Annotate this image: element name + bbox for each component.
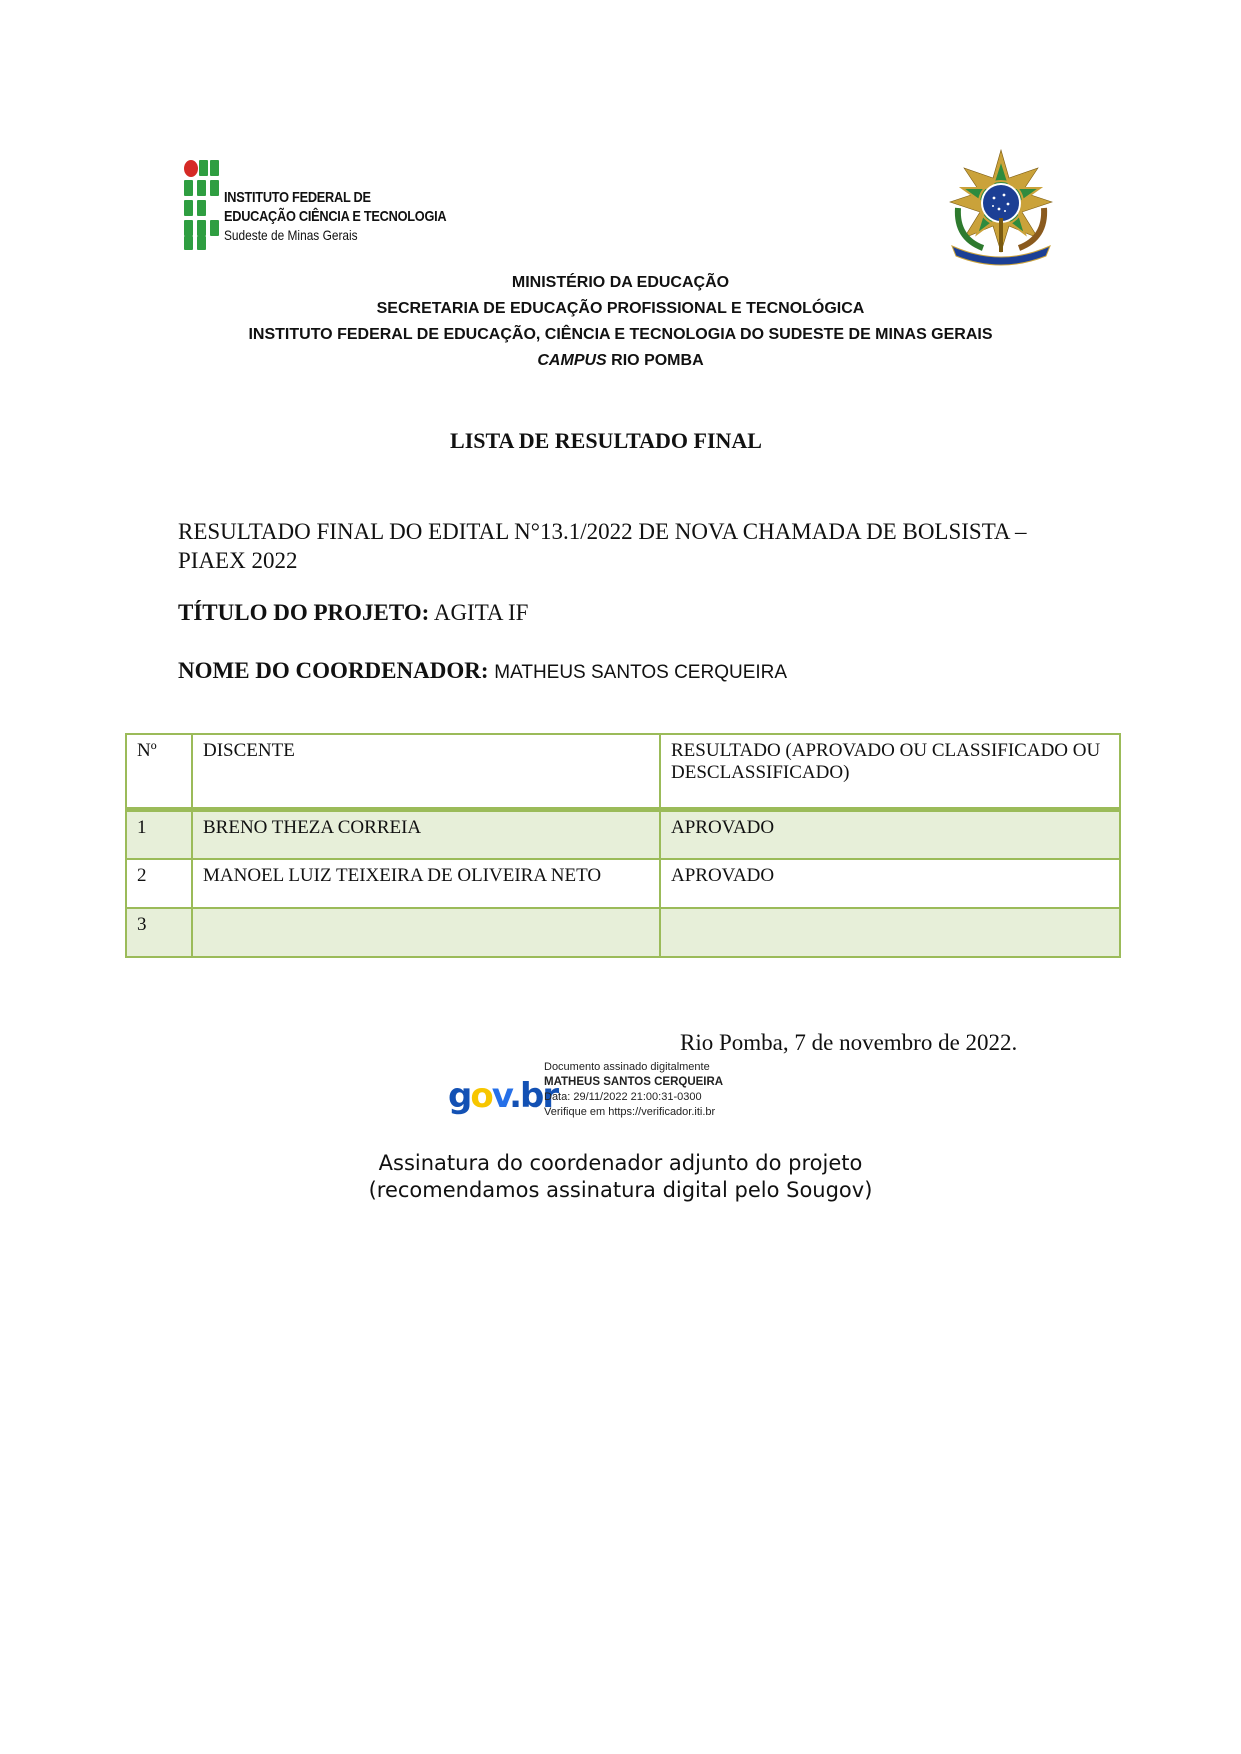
row-number: 2: [126, 859, 192, 908]
table-row: [126, 908, 1120, 957]
signature-date: Data: 29/11/2022 21:00:31-0300: [544, 1091, 702, 1103]
signature-signer: MATHEUS SANTOS CERQUEIRA: [544, 1076, 724, 1088]
govbr-logo: gov.br: [448, 1076, 558, 1116]
table-row: [126, 859, 1120, 908]
if-logo-line2: EDUCAÇÃO CIÊNCIA E TECNOLOGIA: [224, 208, 447, 225]
header-ministry: MINISTÉRIO DA EDUCAÇÃO: [511, 274, 730, 291]
row-student: BRENO THEZA CORREIA: [192, 810, 660, 859]
if-logo-line3: Sudeste de Minas Gerais: [224, 227, 358, 243]
row-result: APROVADO: [660, 859, 1120, 908]
signature-caption-line1: Assinatura do coordenador adjunto do projeto: [378, 1151, 863, 1175]
signature-verify-link: Verifique em https://verificador.iti.br: [544, 1106, 716, 1118]
coordinator-value: MATHEUS SANTOS CERQUEIRA: [494, 662, 788, 683]
table-header-row: [126, 734, 1120, 810]
signature-caption-line2: (recomendamos assinatura digital pelo Sougov): [368, 1178, 873, 1202]
header-institute: INSTITUTO FEDERAL DE EDUCAÇÃO, CIÊNCIA E TECNOLOGIA DO SUDESTE DE MINAS GERAIS: [248, 326, 993, 343]
row-number: 1: [126, 810, 192, 859]
project-title-field: [178, 600, 528, 626]
if-logo: [184, 160, 447, 252]
table-row: [126, 810, 1120, 859]
row-number: 3: [126, 908, 192, 957]
place-date: Rio Pomba, 7 de novembro de 2022.: [680, 1030, 1018, 1055]
if-logo-grid-icon: [184, 160, 220, 252]
header-number: Nº: [126, 734, 192, 810]
signature-caption: [0, 1150, 1241, 1204]
header-secretariat: SECRETARIA DE EDUCAÇÃO PROFISSIONAL E TECNOLÓGICA: [376, 300, 865, 317]
coordinator-field: [178, 658, 787, 684]
header-campus-name: RIO POMBA: [611, 352, 704, 369]
header-campus-label: CAMPUS: [537, 352, 607, 369]
header-result: RESULTADO (APROVADO OU CLASSIFICADO OU DESCLASSIFICADO): [660, 734, 1120, 810]
row-student: MANOEL LUIZ TEIXEIRA DE OLIVEIRA NETO: [192, 859, 660, 908]
signature-doc-line: Documento assinado digitalmente: [544, 1061, 710, 1073]
digital-signature-block: [544, 1060, 723, 1120]
institution-header: [0, 270, 1241, 374]
brazil-coat-of-arms-icon: [938, 148, 1064, 266]
document-title: LISTA DE RESULTADO FINAL: [450, 428, 762, 453]
edital-intro: RESULTADO FINAL DO EDITAL N°13.1/2022 DE NOVA CHAMADA DE BOLSISTA – PIAEX 2022: [178, 519, 1027, 573]
row-result: [660, 908, 1120, 957]
if-logo-line1: INSTITUTO FEDERAL DE: [224, 189, 371, 206]
header-student: DISCENTE: [192, 734, 660, 810]
row-result: APROVADO: [660, 810, 1120, 859]
project-title-label: TÍTULO DO PROJETO:: [178, 600, 430, 625]
results-table: [125, 733, 1121, 958]
coordinator-label: NOME DO COORDENADOR:: [178, 658, 489, 683]
project-title-value: AGITA IF: [433, 600, 529, 625]
header-campus: [0, 348, 1241, 374]
row-student: [192, 908, 660, 957]
